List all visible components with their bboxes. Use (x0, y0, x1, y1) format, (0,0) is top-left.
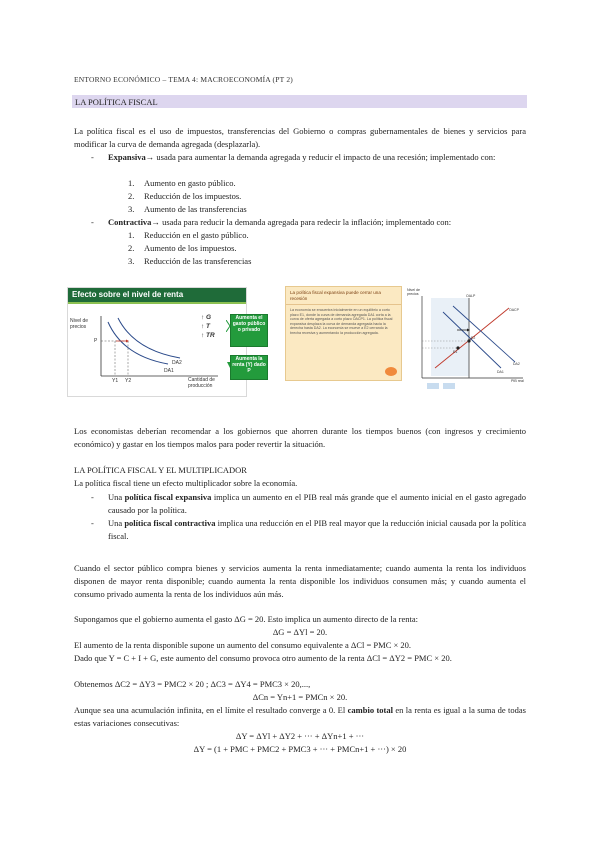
list-num: 1. (128, 178, 135, 188)
contractiva-text (108, 216, 526, 229)
list-num: 3. (128, 204, 135, 214)
bracket-connector (226, 320, 232, 332)
equation-4: ΔY = (1 + PMC + PMC2 + PMC3 + ··· + PMCn+1 + ···) × 20 (193, 744, 407, 754)
shift-arrow-head (126, 340, 129, 343)
figure2-body: La economía se encuentra inicialmente en un equilibrio a corto plazo E1, donde la curva de demanda agregada DA1 corta a la curva de oferta agregada a corto plazo OACP1. La política fiscal expansiva desplaza la curva de demanda agregada hacia la derecha hasta DA2. La economía se mueve a E2 cerrando la brecha recesiva y aumentando la producción agregada. (290, 308, 393, 335)
e2-label: E2 (471, 336, 476, 340)
bullet-dash: - (91, 492, 94, 502)
recommend-paragraph: Los economistas deberían recomendar a los gobiernos que ahorren durante los tiempos buenos (con ingresos y crecimiento económico) y gastar en los tiempos malos para poder revertir la situación. (74, 426, 526, 449)
symbol-g: ↑ G (201, 314, 212, 321)
figure2-graph (405, 286, 526, 392)
infinite-paragraph: Aunque sea una acumulación infinita, en el límite el resultado converge a 0. El cambio total en la renta es igual a la suma de todas estas variaciones consecutivas: (74, 705, 526, 728)
p-label: P (94, 338, 98, 344)
list-item: Aumento de los impuestos. (144, 243, 237, 253)
y1-label: Y1 (112, 378, 119, 384)
green-box-income: Aumenta la renta (Y) dado P (230, 355, 268, 380)
x-axis-label: Cantidad de producción (188, 377, 215, 389)
legend-swatch (443, 383, 455, 389)
symbol-t: ↑ T (201, 323, 211, 330)
list-num: 3. (128, 256, 135, 266)
section-title-bar (72, 95, 527, 108)
da1-label: DA1 (497, 370, 504, 374)
figure-expansive-policy (285, 286, 526, 392)
bullet-dash: - (91, 217, 94, 227)
list-num: 2. (128, 191, 135, 201)
identity-line: Dado que Y = C + I + G, este aumento del consumo provoca otro aumento de la renta ΔCl = ΔY2 = PMC × 20. (74, 653, 452, 663)
oalp-label: OALP (466, 294, 476, 298)
consumption-line: El aumento de la renta disponible supone un aumento del consumo equivalente a ΔCl = PMC × 20. (74, 640, 412, 650)
list-item: Reducción de las transferencias (144, 256, 252, 266)
da1-curve (108, 322, 168, 364)
section2-title: LA POLÍTICA FISCAL Y EL MULTIPLICADOR (74, 465, 247, 475)
equation-2: ΔCn = Yn+1 = PMCn × 20. (252, 692, 348, 702)
y2-label: Y2 (125, 378, 132, 384)
symbol-tr: ↑ TR (201, 332, 215, 339)
green-box-spending: Aumenta el gasto público o privado (230, 314, 268, 347)
orange-ornament (385, 367, 397, 376)
list-num: 1. (128, 230, 135, 240)
mult-item: Una política fiscal contractiva implica una reducción en el PIB real mayor que la reducción inicial causada por la política fiscal. (108, 518, 526, 541)
obtain-line: Obtenemos ΔC2 = ΔY3 = PMC2 × 20 ; ΔC3 = ΔY4 = PMC3 × 20,..., (74, 679, 311, 689)
mult-item: Una política fiscal expansiva implica un aumento en el PIB real más grande que el aumento inicial en el gasto agregado causado por la política. (108, 492, 526, 515)
figure2-textbox (285, 286, 402, 381)
list-item: Reducción de los impuestos. (144, 191, 242, 201)
expansiva-text (108, 151, 526, 164)
e1-label: E1 (453, 350, 458, 354)
oacp-label: OACP (509, 308, 519, 312)
y-axis-label: Nivel de precios (70, 318, 89, 330)
da2-label: DA2 (172, 360, 182, 366)
arrow: → (151, 217, 160, 227)
list-num: 2. (128, 243, 135, 253)
figure-title: Efecto sobre el nivel de renta (68, 288, 246, 302)
bullet-dash: - (91, 518, 94, 528)
legend-swatch (427, 383, 439, 389)
suppose-line: Supongamos que el gobierno aumenta el gasto ΔG = 20. Esto implica un aumento directo de la renta: (74, 614, 419, 624)
y-axis-label: Nivel de precios (407, 288, 420, 296)
expansiva-term: Expansiva (108, 152, 146, 162)
recessive-gap (431, 298, 469, 376)
figure2-title: La política fiscal expansiva puede cerrar una recesión (286, 287, 401, 305)
da2-label: DA2 (513, 362, 520, 366)
page-header: ENTORNO ECONÓMICO – TEMA 4: MACROECONOMÍA (PT 2) (74, 75, 293, 84)
list-item: Aumento de las transferencias (144, 204, 247, 214)
contractiva-desc: usada para reducir la demanda agregada para redecir la inflación; implementado con: (159, 217, 452, 227)
policy-symbols (201, 313, 215, 340)
arrow: → (145, 152, 155, 162)
intro-paragraph: La política fiscal es el uso de impuestos, transferencias del Gobierno o compras gubernamentales de bienes y servicios para modificar la curva de demanda agregada (desplazarla). (74, 126, 526, 149)
da2-curve (118, 318, 180, 358)
equation-3: ΔY = ΔYl + ΔY2 + ··· + ΔYn+1 + ··· (235, 731, 365, 741)
list-item: Reducción en el gasto público. (144, 230, 249, 240)
sector-paragraph: Cuando el sector público compra bienes y servicios aumenta la renta inmediatamente; cuando aumenta la renta los individuos disponen de mayor renta disponible; cuando aumenta la renta disponible los individuos consumen más; y cuando aumenta el consumo privado aumenta la renta de los individuos aún más. (74, 563, 526, 599)
list-item: Aumento en gasto público. (144, 178, 236, 188)
expansiva-desc: usada para aumentar la demanda agregada y reducir el impacto de una recesión; implementado con: (154, 152, 496, 162)
x-axis-label: PIB real (511, 379, 524, 383)
da1-label: DA1 (164, 368, 174, 374)
section-title: LA POLÍTICA FISCAL (75, 97, 158, 107)
figure-income-effect (67, 287, 247, 397)
mult-intro: La política fiscal tiene un efecto multiplicador sobre la economía. (74, 478, 298, 488)
contractiva-term: Contractiva (108, 217, 152, 227)
equation-1: ΔG = ΔYl = 20. (272, 627, 328, 637)
bullet-dash: - (91, 152, 94, 162)
